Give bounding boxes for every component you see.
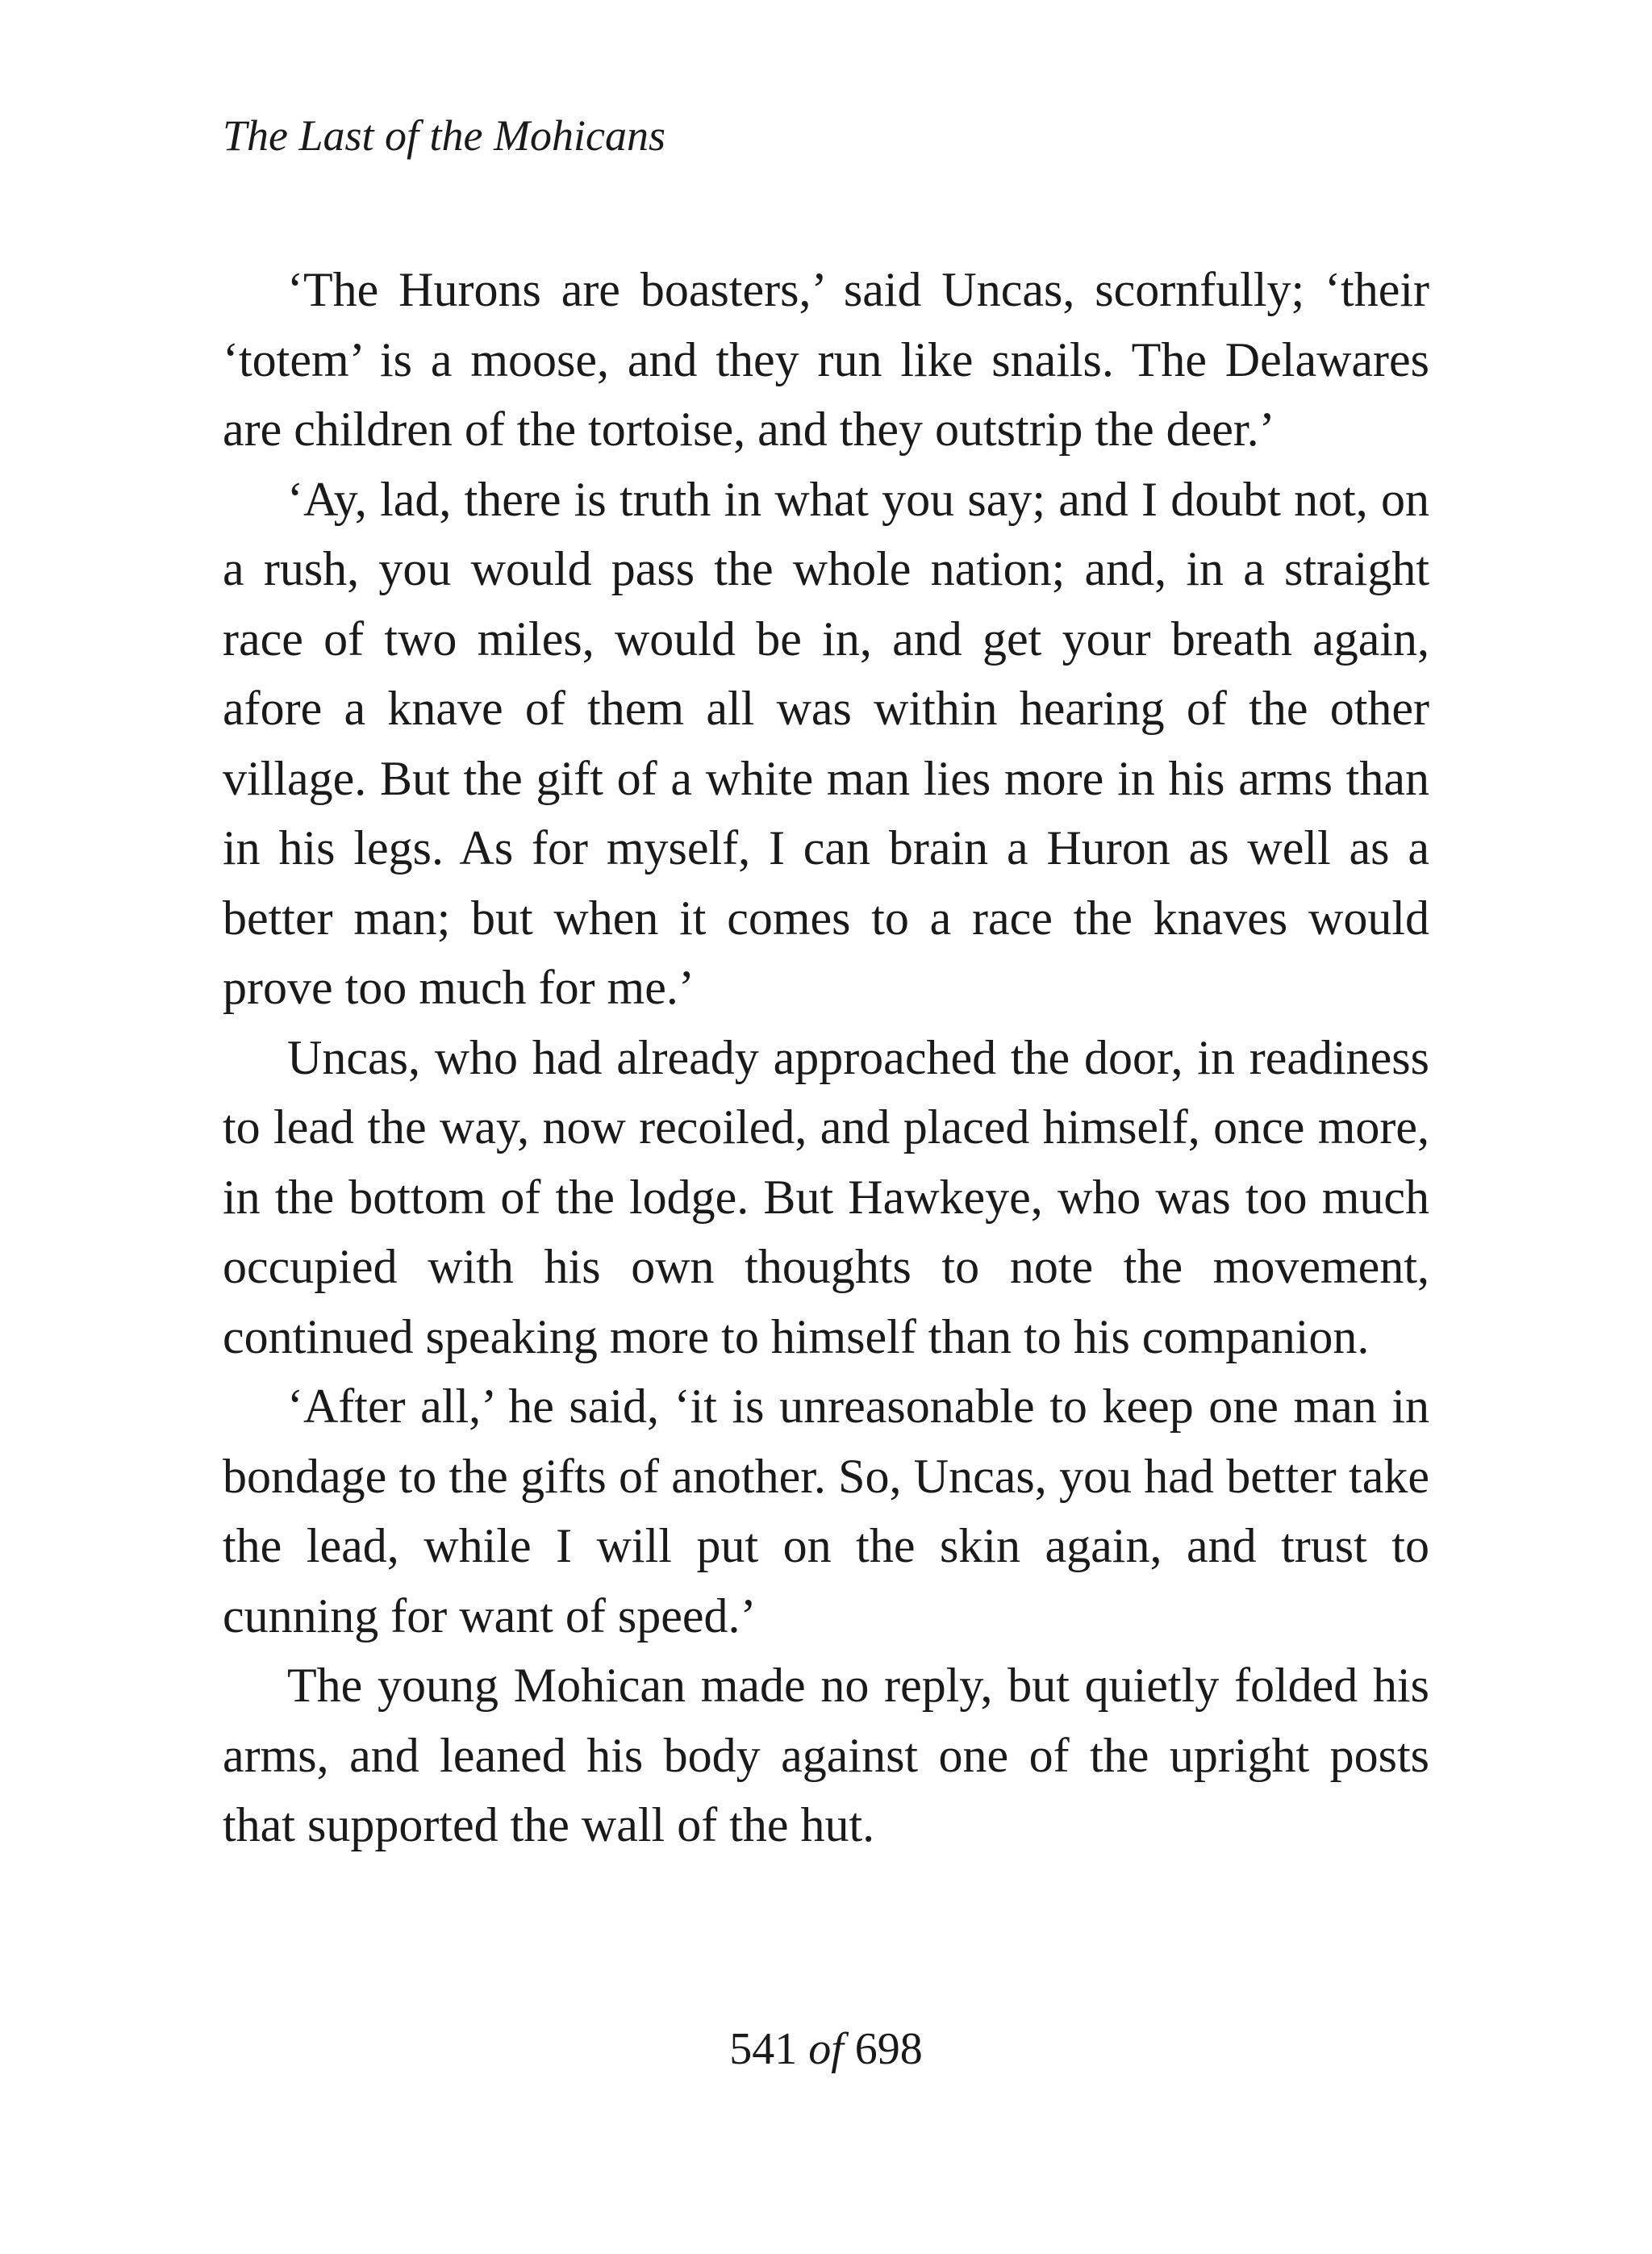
running-head: The Last of the Mohicans [223,111,665,160]
page-of-label: of [808,2024,844,2074]
total-pages: 698 [854,2024,923,2074]
paragraph: The young Mohican made no reply, but quietly folded his arms, and leaned his body against one of the upright posts that supported the wall of the hut. [223,1659,1429,1851]
current-page: 541 [729,2024,798,2074]
paragraph: ‘Ay, lad, there is truth in what you say; and I doubt not, on a rush, you would pass the whole nation; and, in a straight race of two miles, would be in, and get your breath again, afore a knave of them all was within hearing of the other village. But the gift of a white man lies more in his arms than in his legs. As for myself, I can brain a Huron as well as a better man; but when it comes to a race the knaves would prove too much for me.’ [223,472,1429,1014]
page-number [0,2017,1652,2081]
paragraph: ‘After all,’ he said, ‘it is unreasonable to keep one man in bondage to the gifts of another. So, Uncas, you had better take the lead, while I will put on the skin again, and trust to cunning for want of speed.’ [223,1380,1429,1642]
body-text [223,255,1429,1860]
paragraph: ‘The Hurons are boasters,’ said Uncas, scornfully; ‘their ‘totem’ is a moose, and they run like snails. The Delawares are children of the tortoise, and they outstrip the deer.’ [223,263,1429,456]
paragraph: Uncas, who had already approached the door, in readiness to lead the way, now recoiled, and placed himself, once more, in the bottom of the lodge. But Hawkeye, who was too much occupied with his own thoughts to note the movement, continued speaking more to himself than to his companion. [223,1030,1429,1363]
